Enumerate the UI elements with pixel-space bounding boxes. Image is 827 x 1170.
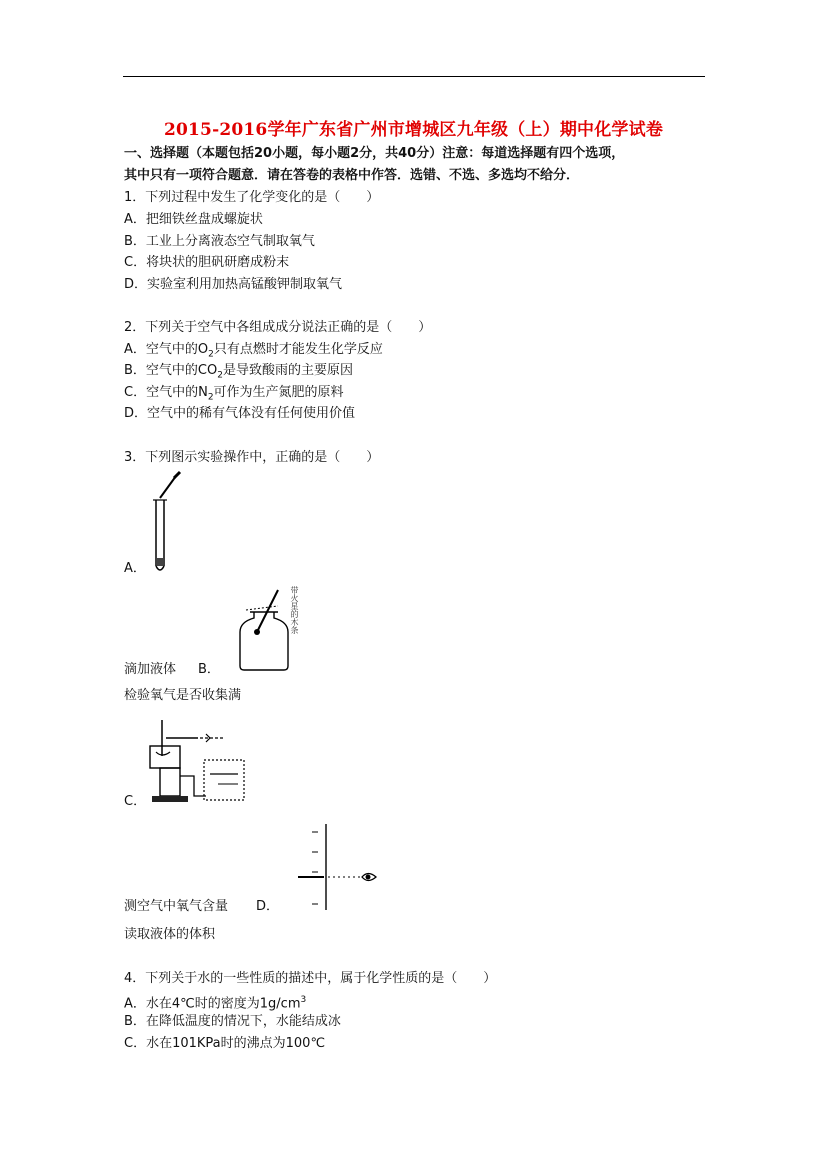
q1-option-a: A．把细铁丝盘成螺旋状 <box>124 212 263 227</box>
q3-figure-b-splint-label: 带火星的木条 <box>290 586 299 634</box>
q4-option-b: B．在降低温度的情况下，水能结成冰 <box>124 1014 341 1029</box>
exam-title: 2015-2016学年广东省广州市增城区九年级（上）期中化学试卷 <box>163 120 664 140</box>
q3-option-a-caption: 滴加液体 B． <box>124 662 220 677</box>
q4-option-a: A．水在4℃时的密度为$1g/cm^3$ <box>124 995 307 1012</box>
q3-option-d-label: D． <box>256 899 280 914</box>
section-header-line-2: 其中只有一项符合题意．请在答卷的表格中作答．选错、不选、多选均不给分． <box>124 168 580 183</box>
q3-option-b-caption: 检验氧气是否收集满 <box>124 688 242 703</box>
q3-figure-d-cylinder-eye <box>296 822 384 914</box>
q4-option-c: C．水在101KPa时的沸点为100℃ <box>124 1036 326 1051</box>
q2-option-b: B．空气中的$CO_2$是导致酸雨的主要原因 <box>124 363 353 381</box>
q2-option-a: A．空气中的$O_2$只有点燃时才能发生化学反应 <box>124 342 383 360</box>
q2-option-d: D．空气中的稀有气体没有任何使用价值 <box>124 406 356 421</box>
q3-option-c-label: C． <box>124 794 147 809</box>
q3-stem: 3．下列图示实验操作中，正确的是（ ） <box>124 450 380 465</box>
q3-option-d-caption: 读取液体的体积 <box>124 927 216 942</box>
q4-stem: 4．下列关于水的一些性质的描述中，属于化学性质的是（ ） <box>124 971 497 986</box>
q3-figure-a-dropper-test-tube <box>140 470 188 578</box>
q3-option-b-label: B． <box>198 662 220 677</box>
q2-stem: 2．下列关于空气中各组成成分说法正确的是（ ） <box>124 320 432 335</box>
q2-option-c: C．空气中的$N_2$可作为生产氮肥的原料 <box>124 385 344 403</box>
q3-figure-c-oxygen-apparatus <box>146 716 250 806</box>
q1-option-b: B．工业上分离液态空气制取氧气 <box>124 234 315 249</box>
q1-option-c: C．将块状的胆矾研磨成粉末 <box>124 255 290 270</box>
q3-option-c-caption: 测空气中氧气含量 D． <box>124 899 280 914</box>
header-rule <box>123 76 705 77</box>
q3-option-a-label: A． <box>124 561 146 576</box>
q1-stem: 1．下列过程中发生了化学变化的是（ ） <box>124 190 380 205</box>
q1-option-d: D．实验室利用加热高锰酸钾制取氧气 <box>124 277 343 292</box>
section-header-line-1: 一、选择题（本题包括20小题，每小题2分，共40分）注意：每道选择题有四个选项， <box>124 146 625 161</box>
